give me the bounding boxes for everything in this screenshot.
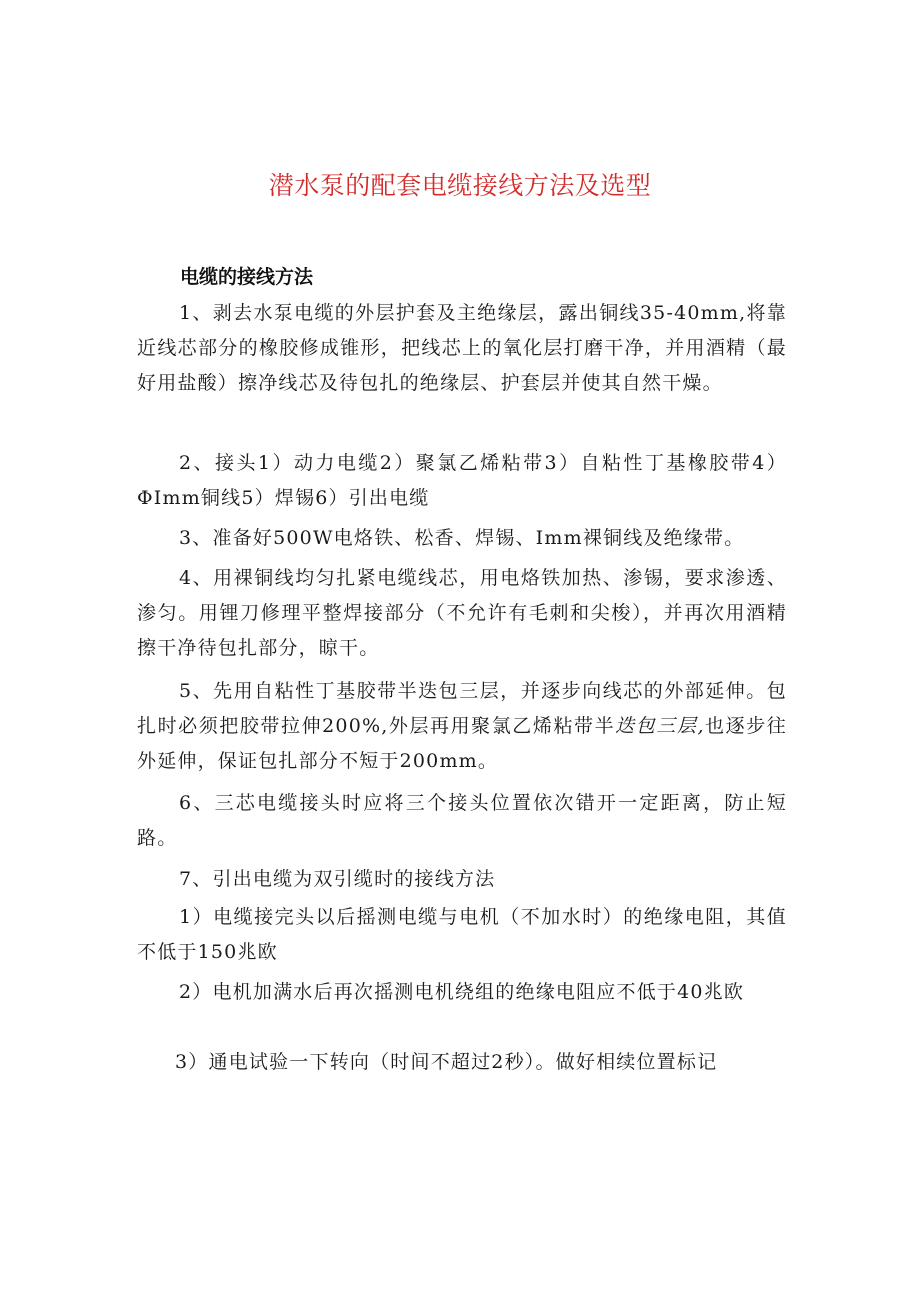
paragraph-7-item-2: 2）电机加满水后再次摇测电机绕组的绝缘电阻应不低于40兆欧 — [179, 981, 745, 1003]
paragraph-5-text-a: 5、先用自粘性丁基胶带半迭包三层，并逐步向线芯的外部延伸。包扎时必须把胶带拉伸200%,外层再用聚氯乙烯粘带半 — [137, 680, 787, 737]
paragraph-6: 6、三芯电缆接头时应将三个接头位置依次错开一定距离，防止短路。 — [137, 792, 787, 849]
paragraph-2: 2、接头1）动力电缆2）聚氯乙烯粘带3）自粘性丁基橡胶带4）ΦImm铜线5）焊锡6）引出电缆 — [137, 452, 787, 509]
section-heading: 电缆的接线方法 — [180, 266, 314, 288]
paragraph-5-italic: 迭包三层, — [615, 715, 705, 737]
paragraph-7-item-3: 3）通电试验一下转向（时间不超过2秒）。做好相续位置标记 — [175, 1051, 718, 1073]
paragraph-5 — [137, 674, 787, 779]
paragraph-1: 1、剥去水泵电缆的外层护套及主绝缘层，露出铜线35-40mm,将靠近线芯部分的橡胶修成锥形，把线芯上的氧化层打磨干净，并用酒精（最好用盐酸）擦净线芯及待包扎的绝缘层、护套层并使其自然干燥。 — [137, 302, 787, 394]
paragraph-3: 3、准备好500W电烙铁、松香、焊锡、Imm裸铜线及绝缘带。 — [179, 527, 745, 549]
paragraph-5-text-c: 也逐步往外延伸，保证包扎部分不短于200mm。 — [137, 715, 787, 772]
paragraph-7-item-1: 1）电缆接完头以后摇测电缆与电机（不加水时）的绝缘电阻，其值不低于150兆欧 — [137, 906, 787, 963]
paragraph-4: 4、用裸铜线均匀扎紧电缆线芯，用电烙铁加热、渗锡，要求渗透、渗匀。用锂刀修理平整焊接部分（不允许有毛刺和尖梭），并再次用酒精擦干净待包扎部分，晾干。 — [137, 567, 787, 659]
paragraph-7: 7、引出电缆为双引缆时的接线方法 — [179, 868, 496, 890]
document-title: 潜水泵的配套电缆接线方法及选型 — [268, 171, 652, 200]
